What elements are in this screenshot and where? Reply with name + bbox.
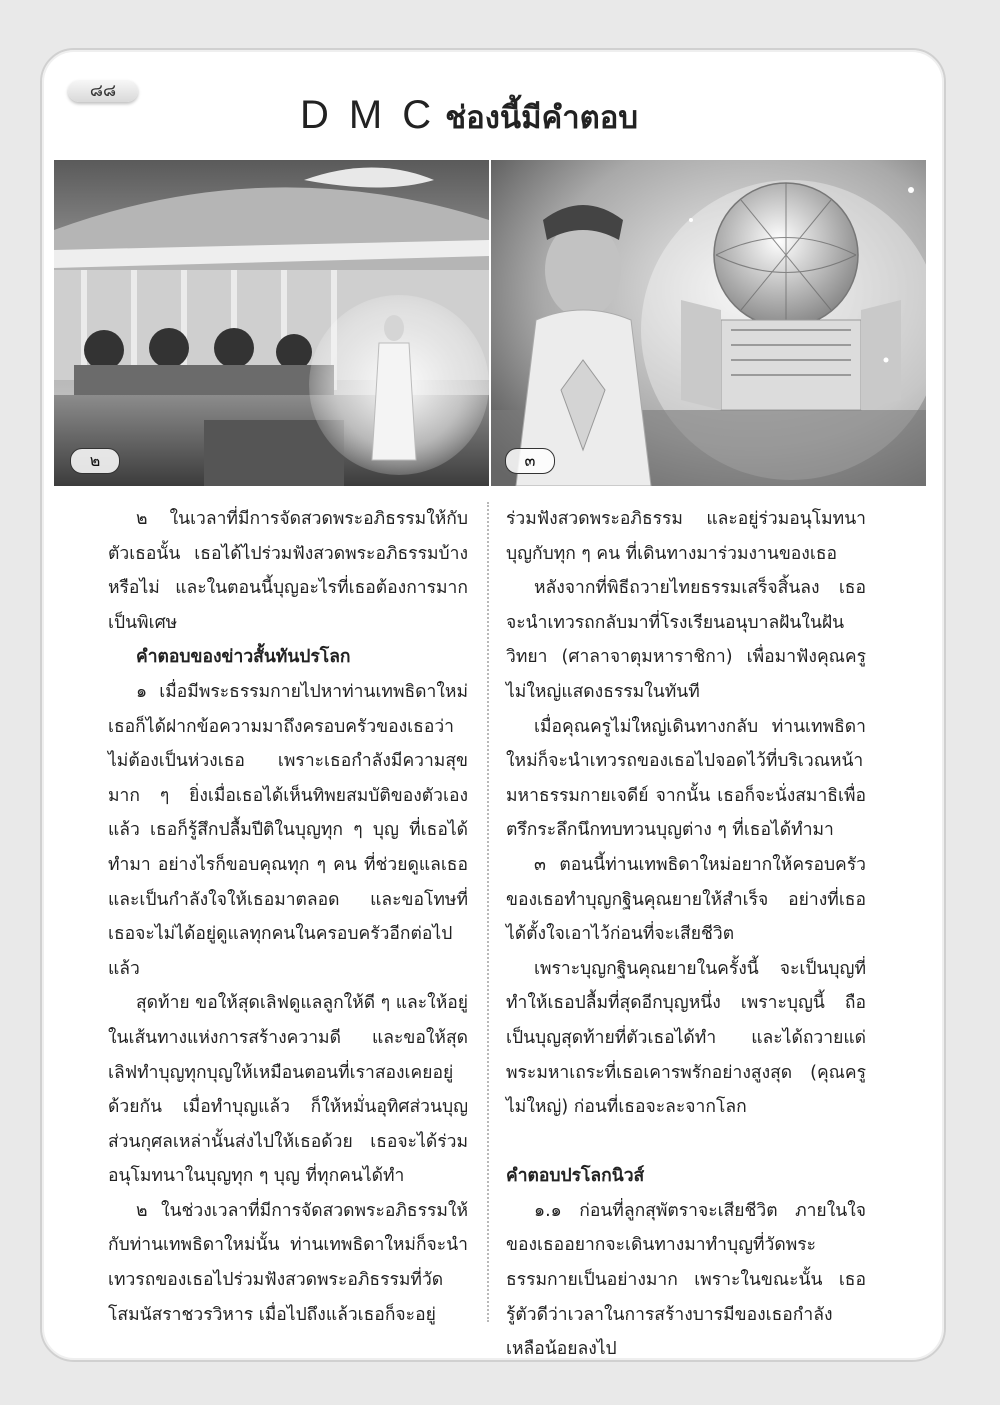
column-divider [487,502,489,1322]
body-paragraph: เมื่อคุณครูไม่ใหญ่เดินทางกลับ ท่านเทพธิดาใหม่ก็จะนำเทวรถของเธอไปจอดไว้ที่บริเวณหน้ามหาธรรมกายเจดีย์ จากนั้น เธอก็จะนั่งสมาธิเพื่อตรึกระลึกนึกทบทวนบุญต่าง ๆ ที่เธอได้ทำมา [506,716,866,841]
photo-badge: ๓ [505,448,555,474]
left-column [108,502,468,1332]
body-paragraph: สุดท้าย ขอให้สุดเลิฟดูแลลูกให้ดี ๆ และให้อยู่ในเส้นทางแห่งการสร้างความดี และขอให้สุดเลิฟทำบุญทุกบุญให้เหมือนตอนที่เราสองเคยอยู่ด้วยกัน เมื่อทำบุญแล้ว ก็ให้หมั่นอุทิศส่วนบุญส่วนกุศลเหล่านั้นส่งไปให้เธอด้วย เธอจะได้ร่วมอนุโมทนาในบุญทุก ๆ บุญ ที่ทุกคนได้ทำ [108,993,468,1187]
paragraph-gap [506,1125,866,1160]
goddess-palace-illustration [491,160,926,486]
body-paragraph: ๒ ในช่วงเวลาที่มีการจัดสวดพระอภิธรรมให้กับท่านเทพธิดาใหม่นั้น ท่านเทพธิดาใหม่ก็จะนำเทวรถของเธอไปร่วมฟังสวดพระอภิธรรมที่วัดโสมนัสราชวรวิหาร เมื่อไปถึงแล้วเธอก็จะอยู่ [108,1200,468,1325]
section-heading: คำตอบของข่าวสั้นทันปรโลก [136,647,351,668]
body-paragraph: หลังจากที่พิธีถวายไทยธรรมเสร็จสิ้นลง เธอจะนำเทวรถกลับมาที่โรงเรียนอนุบาลฝันในฝันวิทยา (ศาลาจาตุมหาราชิกา) เพื่อมาฟังคุณครูไม่ใหญ่แสดงธรรมในทันที [506,578,866,702]
body-paragraph: ๓ ตอนนี้ท่านเทพธิดาใหม่อยากให้ครอบครัวของเธอทำบุญกฐินคุณยายให้สำเร็จ อย่างที่เธอได้ตั้งใจเอาไว้ก่อนที่จะเสียชีวิต [506,854,866,945]
photo-temple-ceremony [54,160,489,486]
page-title [300,92,638,142]
right-column [506,502,866,1367]
body-paragraph: ๑ เมื่อมีพระธรรมกายไปหาท่านเทพธิดาใหม่ เธอก็ได้ฝากข้อความมาถึงครอบครัวของเธอว่า ไม่ต้องเป็นห่วงเธอ เพราะเธอกำลังมีความสุขมาก ๆ ยิ่งเมื่อเธอได้เห็นทิพยสมบัติของตัวเองแล้ว เธอก็รู้สึกปลื้มปีติในบุญทุก ๆ บุญ ที่เธอได้ทำมา อย่างไรก็ขอบคุณทุก ๆ คน ที่ช่วยดูแลเธอและเป็นกำลังใจให้เธอมาตลอด และขอโทษที่เธอจะไม่ได้อยู่ดูแลทุกคนในครอบครัวอีกต่อไปแล้ว [108,681,468,979]
body-paragraph: ร่วมฟังสวดพระอภิธรรม และอยู่ร่วมอนุโมทนาบุญกับทุก ๆ คน ที่เดินทางมาร่วมงานของเธอ [506,509,866,564]
body-paragraph: ๑.๑ ก่อนที่ลูกสุพัตราจะเสียชีวิต ภายในใจของเธออยากจะเดินทางมาทำบุญที่วัดพระธรรมกายเป็นอย่างมาก เพราะในขณะนั้น เธอรู้ตัวดีว่าเวลาในการสร้างบารมีของเธอกำลังเหลือน้อยลงไป [506,1200,866,1360]
section-heading: คำตอบปรโลกนิวส์ [506,1166,645,1187]
body-paragraph: เพราะบุญกฐินคุณยายในครั้งนี้ จะเป็นบุญที่ทำให้เธอปลื้มที่สุดอีกบุญหนึ่ง เพราะบุญนี้ ถือเป็นบุญสุดท้ายที่ตัวเธอได้ทำ และได้ถวายแด่พระมหาเถระที่เธอเคารพรักอย่างสูงสุด (คุณครูไม่ใหญ่) ก่อนที่เธอจะละจากโลก [506,958,866,1118]
title-thai: ช่องนี้มีคำตอบ [445,100,639,136]
body-paragraph: ๒ ในเวลาที่มีการจัดสวดพระอภิธรรมให้กับตัวเธอนั้น เธอได้ไปร่วมฟังสวดพระอภิธรรมบ้างหรือไม่ และในตอนนี้บุญอะไรที่เธอต้องการมากเป็นพิเศษ [108,509,468,633]
page-number: ๘๘ [68,80,138,102]
temple-ceremony-illustration [54,160,489,486]
photo-goddess-palace [491,160,926,486]
photo-badge: ๒ [70,448,120,474]
title-dmc: DMC [300,93,452,137]
